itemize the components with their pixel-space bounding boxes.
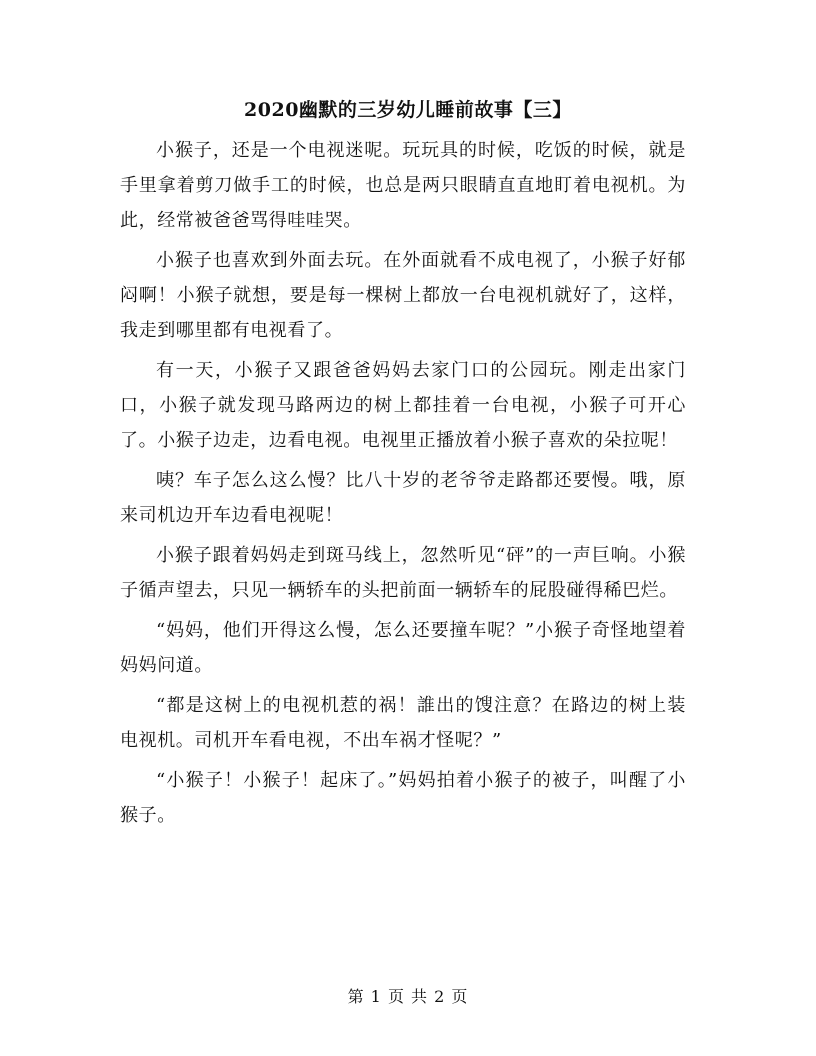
paragraph: “妈妈，他们开得这么慢，怎么还要撞车呢？”小猴子奇怪地望着妈妈问道。 xyxy=(120,620,686,676)
page-number-footer: 第 1 页 共 2 页 xyxy=(347,987,469,1006)
paragraph: 小猴子跟着妈妈走到斑马线上，忽然听见“砰”的一声巨响。小猴子循声望去，只见一辆轿车的头把前面一辆轿车的屁股碰得稀巴烂。 xyxy=(120,545,686,601)
paragraph: 咦？车子怎么这么慢？比八十岁的老爷爷走路都还要慢。哦，原来司机边开车边看电视呢！ xyxy=(120,470,686,526)
page-title: 2020幽默的三岁幼儿睡前故事【三】 xyxy=(244,99,572,121)
paragraph: “小猴子！小猴子！起床了。”妈妈拍着小猴子的被子，叫醒了小猴子。 xyxy=(120,770,686,826)
paragraph: “都是这树上的电视机惹的祸！誰出的馊注意？在路边的树上装电视机。司机开车看电视，不出车祸才怪呢？” xyxy=(120,695,686,751)
paragraph: 小猴子，还是一个电视迷呢。玩玩具的时候，吃饭的时候，就是手里拿着剪刀做手工的时候，也总是两只眼睛直直地盯着电视机。为此，经常被爸爸骂得哇哇哭。 xyxy=(120,140,686,231)
paragraph: 小猴子也喜欢到外面去玩。在外面就看不成电视了，小猴子好郁闷啊！小猴子就想，要是每一棵树上都放一台电视机就好了，这样，我走到哪里都有电视看了。 xyxy=(120,250,686,341)
paragraph: 有一天，小猴子又跟爸爸妈妈去家门口的公园玩。刚走出家门口，小猴子就发现马路两边的树上都挂着一台电视，小猴子可开心了。小猴子边走，边看电视。电视里正播放着小猴子喜欢的朵拉呢！ xyxy=(120,360,686,451)
story-body xyxy=(120,133,686,838)
